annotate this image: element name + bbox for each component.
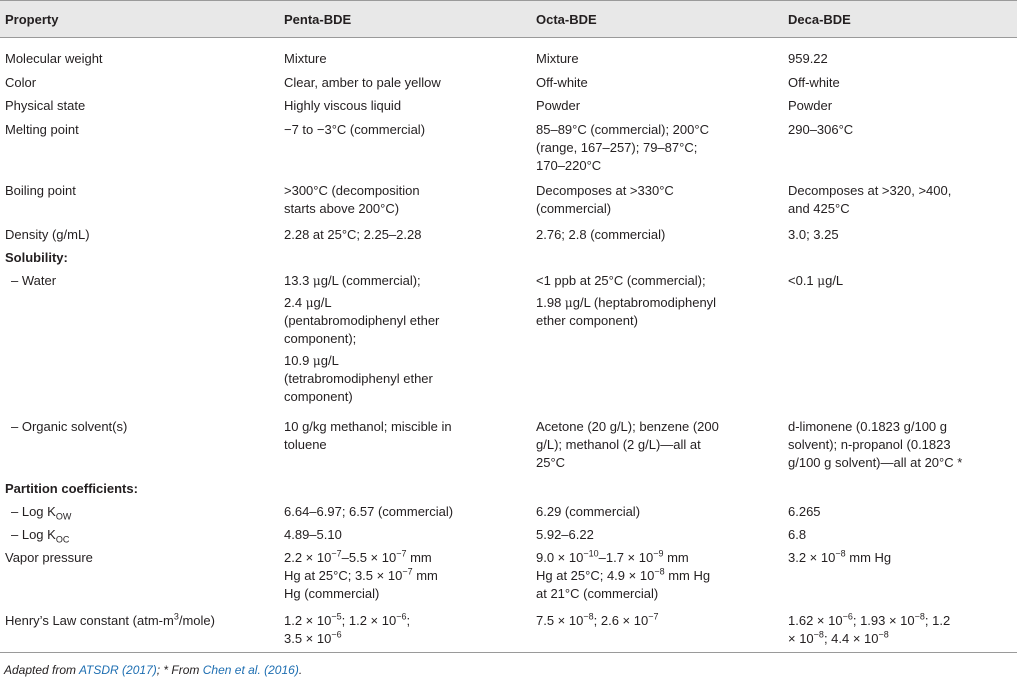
cell-line: at 21°C (commercial) — [536, 586, 659, 601]
cell-line: Acetone (20 g/L); benzene (200 — [536, 419, 719, 434]
label-superscript: 3 — [173, 611, 179, 622]
row-label: Vapor pressure — [5, 550, 93, 565]
cell-octa: $7.5 \times 10^{-8}$; $2.6 \times 10^{-7}$ — [536, 611, 659, 628]
cell-line: d-limonene (0.1823 g/100 g — [788, 419, 948, 434]
row-label: – Water — [11, 273, 57, 288]
cell-line: Decomposes at >330°C — [536, 183, 674, 198]
cell-penta: −7 to −3°C (commercial) — [284, 122, 426, 137]
row-label — [11, 526, 69, 544]
cell-octa — [536, 272, 716, 330]
cell-deca: Off-white — [788, 75, 840, 90]
cell-line: (range, 167–257); 79–87°C; — [536, 140, 698, 155]
cell-line: $2.2 \times 10^{-7}-5.5 \times 10^{-7}$ mm — [284, 548, 432, 565]
cell-octa: Mixture — [536, 51, 579, 66]
section-label-solubility: Solubility: — [5, 250, 68, 265]
unit: μ — [305, 296, 314, 310]
cell-deca — [788, 182, 951, 218]
value: g/L (heptabromodiphenyl — [572, 295, 717, 310]
cell-octa: 6.29 (commercial) — [536, 504, 641, 519]
value: 10.9 — [284, 353, 313, 368]
cell-line: and 425°C — [788, 201, 850, 216]
cell-octa — [536, 549, 710, 603]
row-label: – Organic solvent(s) — [11, 419, 128, 434]
label-text: – Log K — [11, 504, 56, 519]
row-label: Color — [5, 75, 37, 90]
row-label — [5, 612, 215, 630]
cell-penta — [284, 612, 410, 648]
value: g/L — [313, 295, 332, 310]
row-label: Melting point — [5, 122, 79, 137]
cell-deca: $3.2 \times 10^{-8}$ mm Hg — [788, 548, 892, 565]
cell-line: <1 ppb at 25°C (commercial); — [536, 273, 706, 288]
cell-line: × $10^{-8}$; $4.4 \times 10^{-8}$ — [788, 629, 889, 646]
cell-octa: Off-white — [536, 75, 588, 90]
chen-citation-link[interactable]: Chen et al. (2016) — [202, 663, 299, 677]
cell-deca: 290–306°C — [788, 122, 854, 137]
label-text: /mole) — [178, 613, 215, 628]
value: 13.3 — [284, 273, 313, 288]
cell-line: 25°C — [536, 455, 566, 470]
cell-line: $3.5 \times 10^{-6}$ — [284, 629, 342, 646]
unit: μ — [817, 274, 826, 288]
cell-line — [284, 352, 439, 370]
cell-line: 85–89°C (commercial); 200°C — [536, 122, 709, 137]
label-subscript: OW — [55, 511, 72, 522]
header-octa: Octa-BDE — [536, 12, 597, 27]
value: g/L (commercial); — [320, 273, 421, 288]
cell-octa: 2.76; 2.8 (commercial) — [536, 227, 666, 242]
row-label: Physical state — [5, 98, 86, 113]
cell-deca: 6.8 — [788, 527, 807, 542]
value: g/L — [320, 353, 339, 368]
cell-line: Hg (commercial) — [284, 586, 380, 601]
cell-line: Hg at 25°C; $4.9 \times 10^{-8}$ mm Hg — [536, 566, 711, 583]
cell-line: Hg at 25°C; $3.5 \times 10^{-7}$ mm — [284, 566, 438, 583]
label-subscript: OC — [55, 534, 70, 545]
table-bottom-rule — [0, 652, 1017, 653]
table-footnote — [4, 663, 302, 677]
unit: μ — [564, 296, 573, 310]
cell-line — [284, 294, 439, 312]
cell-deca — [788, 612, 950, 648]
cell-penta — [284, 182, 420, 218]
cell-deca — [788, 418, 962, 472]
cell-deca — [788, 272, 843, 290]
header-property: Property — [5, 12, 59, 27]
cell-line: (tetrabromodiphenyl ether — [284, 371, 433, 386]
row-label — [11, 503, 71, 521]
section-label-partition: Partition coefficients: — [5, 481, 138, 496]
cell-line: (commercial) — [536, 201, 612, 216]
cell-octa: Powder — [536, 98, 581, 113]
cell-deca: 6.265 — [788, 504, 821, 519]
unit: μ — [312, 274, 321, 288]
footnote-text: . — [298, 663, 303, 677]
cell-penta: Mixture — [284, 51, 327, 66]
footnote-text: ; * From — [156, 663, 203, 677]
header-deca: Deca-BDE — [788, 12, 851, 27]
row-label: Boiling point — [5, 183, 76, 198]
cell-octa: 5.92–6.22 — [536, 527, 594, 542]
cell-line: starts above 200°C) — [284, 201, 400, 216]
value: 1.98 — [536, 295, 565, 310]
cell-penta — [284, 272, 439, 406]
table-header — [0, 0, 1017, 38]
cell-penta — [284, 549, 438, 603]
cell-line: 170–220°C — [536, 158, 602, 173]
cell-line — [536, 294, 716, 312]
cell-line — [284, 272, 439, 290]
cell-line: >300°C (decomposition — [284, 183, 420, 198]
label-text: Henry’s Law constant (atm-m — [5, 613, 174, 628]
cell-line: component); — [284, 331, 357, 346]
cell-penta: 4.89–5.10 — [284, 527, 342, 542]
cell-penta: 2.28 at 25°C; 2.25–2.28 — [284, 227, 422, 242]
cell-line: g/100 g solvent)—all at 20°C * — [788, 455, 963, 470]
cell-line: 10 g/kg methanol; miscible in — [284, 419, 452, 434]
cell-line: toluene — [284, 437, 327, 452]
atsdr-citation-link[interactable]: ATSDR (2017) — [78, 663, 157, 677]
cell-line: ether component) — [536, 313, 638, 328]
unit: μ — [312, 354, 321, 368]
footnote-text: Adapted from — [4, 663, 79, 677]
value: 2.4 — [284, 295, 306, 310]
cell-line: $1.2 \times 10^{-5}$; $1.2 \times 10^{-6}$; — [284, 611, 411, 628]
row-label: Molecular weight — [5, 51, 103, 66]
cell-line: (pentabromodiphenyl ether — [284, 313, 440, 328]
cell-penta: Highly viscous liquid — [284, 98, 402, 113]
cell-line: $9.0 \times 10^{-10}-1.7 \times 10^{-9}$ mm — [536, 548, 689, 565]
cell-octa — [536, 182, 674, 218]
cell-deca: 3.0; 3.25 — [788, 227, 839, 242]
cell-octa — [536, 418, 719, 472]
cell-line: component) — [284, 389, 353, 404]
cell-penta: Clear, amber to pale yellow — [284, 75, 441, 90]
cell-octa — [536, 121, 709, 175]
cell-line: Decomposes at >320, >400, — [788, 183, 952, 198]
cell-penta — [284, 418, 452, 454]
cell-deca: 959.22 — [788, 51, 828, 66]
value: <0.1 — [788, 273, 818, 288]
value: g/L — [825, 273, 844, 288]
cell-penta: 6.64–6.97; 6.57 (commercial) — [284, 504, 454, 519]
cell-line: g/L); methanol (2 g/L)—all at — [536, 437, 701, 452]
label-text: – Log K — [11, 527, 56, 542]
cell-line: solvent); n-propanol (0.1823 — [788, 437, 951, 452]
row-label: Density (g/mL) — [5, 227, 90, 242]
header-penta: Penta-BDE — [284, 12, 352, 27]
cell-deca: Powder — [788, 98, 833, 113]
cell-line: $1.62 \times 10^{-6}$; $1.93 \times 10^{-8}$; 1.2 — [788, 611, 951, 628]
